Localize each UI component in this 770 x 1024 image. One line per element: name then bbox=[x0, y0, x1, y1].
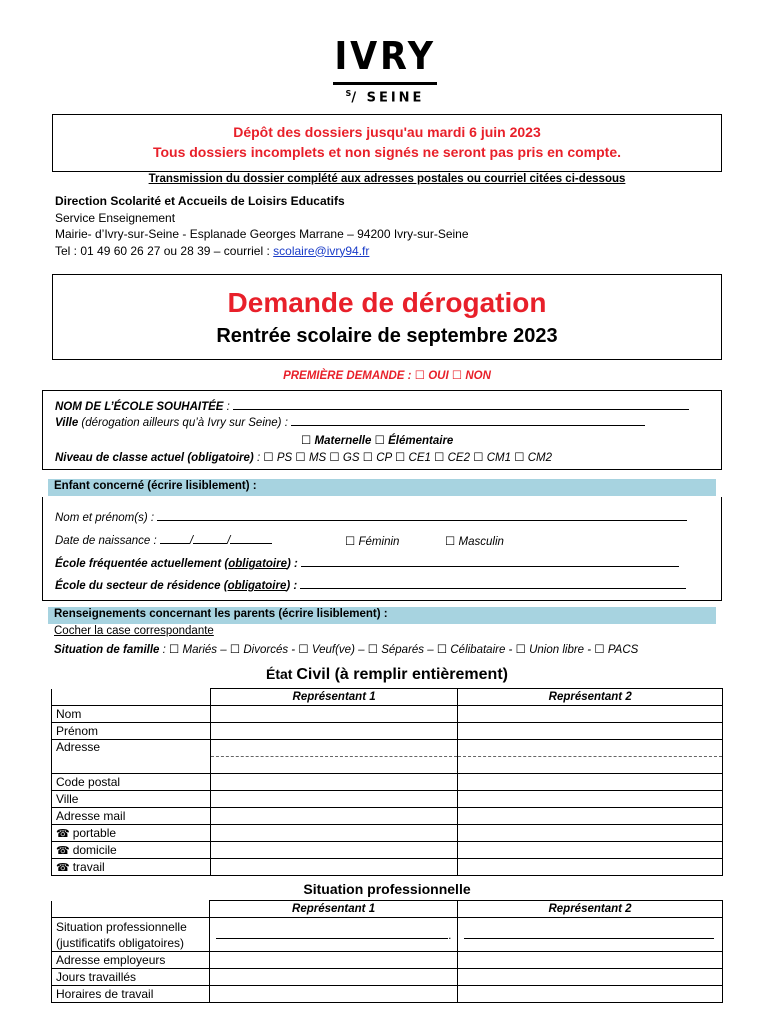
enfant-bar: Enfant concerné (écrire lisiblement) : bbox=[48, 479, 716, 496]
checkbox-gs[interactable]: ☐ bbox=[329, 452, 340, 464]
table-row: Adresse mail bbox=[52, 808, 723, 825]
table-row: Adresse bbox=[52, 740, 723, 757]
table-row: Prénom bbox=[52, 723, 723, 740]
checkbox-ps[interactable]: ☐ bbox=[263, 452, 274, 464]
ivry-logo bbox=[0, 36, 770, 105]
mairie-label: Mairie- d’Ivry-sur-Seine - Esplanade Georges Marrane – 94200 Ivry-sur-Seine bbox=[55, 227, 469, 241]
ecole-frequentee-line: École fréquentée actuellement (obligatoire) : bbox=[55, 557, 679, 570]
table-row: Adresse employeurs bbox=[52, 952, 723, 969]
table-row: ☎ domicile bbox=[52, 842, 723, 859]
masculin-option: ☐ Masculin bbox=[445, 536, 504, 548]
table-row: ☎ travail bbox=[52, 859, 723, 876]
checkbox-cm2[interactable]: ☐ bbox=[514, 452, 525, 464]
naissance-mois-field[interactable] bbox=[193, 534, 227, 544]
type-ecole-line: ☐ Maternelle ☐ Élémentaire bbox=[301, 435, 454, 447]
enfant-nom-field[interactable] bbox=[157, 511, 687, 521]
phone-icon: ☎ bbox=[56, 827, 70, 840]
checkbox-masculin[interactable]: ☐ bbox=[445, 536, 456, 548]
checkbox-non[interactable]: ☐ bbox=[451, 370, 463, 382]
email-link[interactable]: scolaire@ivry94.fr bbox=[273, 243, 370, 258]
logo-main-text: IVRY bbox=[334, 34, 436, 78]
service-label: Service Enseignement bbox=[55, 210, 176, 225]
table-row: Horaires de travail bbox=[52, 986, 723, 1003]
address-block bbox=[55, 193, 469, 259]
checkbox-oui[interactable]: ☐ bbox=[414, 370, 425, 382]
etat-civil-rep1-header: Représentant 1 bbox=[210, 689, 458, 706]
table-row: Situation professionnelle (justificatifs obligatoires) . bbox=[52, 918, 723, 952]
phone-icon: ☎ bbox=[56, 861, 70, 874]
naissance-annee-field[interactable] bbox=[230, 534, 272, 544]
contact-line: Tel : 01 49 60 26 27 ou 28 39 – courriel : scolaire@ivry94.fr bbox=[55, 243, 370, 258]
table-row: Code postal bbox=[52, 774, 723, 791]
page-subtitle: Rentrée scolaire de septembre 2023 bbox=[216, 325, 558, 347]
situation-pro-table bbox=[51, 900, 723, 1003]
ecole-nom-line: NOM DE L’ÉCOLE SOUHAITÉE : bbox=[55, 400, 689, 413]
deadline-line-1: Dépôt des dossiers jusqu'au mardi 6 juin 2023 bbox=[233, 124, 541, 140]
ecole-secteur-line: École du secteur de résidence (obligatoire) : bbox=[55, 579, 686, 592]
situation-pro-rep2-field[interactable] bbox=[464, 930, 714, 939]
checkbox-divorces[interactable]: ☐ bbox=[229, 644, 241, 656]
title-box bbox=[52, 274, 722, 360]
parents-bar: Renseignements concernant les parents (écrire lisiblement) : bbox=[48, 607, 716, 624]
ecole-box bbox=[42, 390, 722, 470]
table-row: Jours travaillés bbox=[52, 969, 723, 986]
niveau-line: Niveau de classe actuel (obligatoire) : ☐ PS ☐ MS ☐ GS ☐ CP ☐ CE1 ☐ CE2 ☐ CM1 ☐ CM2 bbox=[55, 452, 552, 464]
cocher-note: Cocher la case correspondante bbox=[54, 625, 214, 637]
situation-pro-rep1-field[interactable] bbox=[216, 930, 448, 939]
table-row: Ville bbox=[52, 791, 723, 808]
etat-civil-table bbox=[51, 688, 723, 876]
premiere-demande: PREMIÈRE DEMANDE : ☐ OUI ☐ NON bbox=[283, 370, 491, 382]
table-row: ☎ portable bbox=[52, 825, 723, 842]
direction-label: Direction Scolarité et Accueils de Loisirs Educatifs bbox=[55, 194, 345, 208]
checkbox-pacs[interactable]: ☐ bbox=[594, 644, 605, 656]
feminin-option: ☐ Féminin bbox=[345, 536, 400, 548]
transmission-note: Transmission du dossier complété aux adresses postales ou courriel citées ci-dessous bbox=[148, 173, 626, 185]
ecole-nom-field[interactable] bbox=[233, 400, 689, 410]
ecole-secteur-field[interactable] bbox=[300, 579, 686, 589]
naissance-line: Date de naissance : / / bbox=[55, 534, 272, 547]
checkbox-maries[interactable]: ☐ bbox=[169, 644, 180, 656]
checkbox-cp[interactable]: ☐ bbox=[362, 452, 374, 464]
deadline-line-2: Tous dossiers incomplets et non signés ne seront pas pris en compte. bbox=[152, 144, 622, 160]
situation-pro-rep2-header: Représentant 2 bbox=[458, 901, 723, 918]
checkbox-ce1[interactable]: ☐ bbox=[395, 452, 406, 464]
checkbox-ce2[interactable]: ☐ bbox=[434, 452, 445, 464]
checkbox-elementaire[interactable]: ☐ bbox=[374, 435, 385, 447]
checkbox-union-libre[interactable]: ☐ bbox=[515, 644, 526, 656]
page-title: Demande de dérogation bbox=[227, 287, 547, 318]
checkbox-veuf[interactable]: ☐ bbox=[298, 644, 309, 656]
checkbox-cm1[interactable]: ☐ bbox=[473, 452, 484, 464]
parents-box bbox=[42, 623, 722, 661]
ecole-ville-field[interactable] bbox=[291, 416, 645, 426]
ecole-frequentee-field[interactable] bbox=[301, 557, 679, 567]
logo-sub-text: $^S$/ SEINE bbox=[345, 89, 425, 106]
table-row: Nom bbox=[52, 706, 723, 723]
enfant-nom-line: Nom et prénom(s) : bbox=[55, 511, 687, 524]
etat-civil-rep2-header: Représentant 2 bbox=[458, 689, 723, 706]
etat-civil-title: État Civil (à remplir entièrement) bbox=[266, 666, 508, 683]
naissance-jour-field[interactable] bbox=[160, 534, 190, 544]
checkbox-celibataire[interactable]: ☐ bbox=[436, 644, 448, 656]
deadline-box bbox=[52, 114, 722, 172]
situation-pro-title: Situation professionnelle bbox=[303, 881, 471, 897]
checkbox-ms[interactable]: ☐ bbox=[295, 452, 306, 464]
phone-icon: ☎ bbox=[56, 844, 70, 857]
ecole-ville-line: Ville (dérogation ailleurs qu’à Ivry sur Seine) : bbox=[55, 416, 645, 429]
enfant-box bbox=[42, 497, 722, 601]
logo-rule bbox=[333, 82, 437, 85]
situation-famille-line: Situation de famille : ☐ Mariés – ☐ Divorcés - ☐ Veuf(ve) – ☐ Séparés – ☐ Célibataire - ☐ Union libre - ☐ PACS bbox=[54, 644, 639, 656]
situation-pro-rep1-header: Représentant 1 bbox=[210, 901, 458, 918]
checkbox-separes[interactable]: ☐ bbox=[367, 644, 379, 656]
checkbox-feminin[interactable]: ☐ bbox=[345, 536, 356, 548]
checkbox-maternelle[interactable]: ☐ bbox=[301, 435, 312, 447]
